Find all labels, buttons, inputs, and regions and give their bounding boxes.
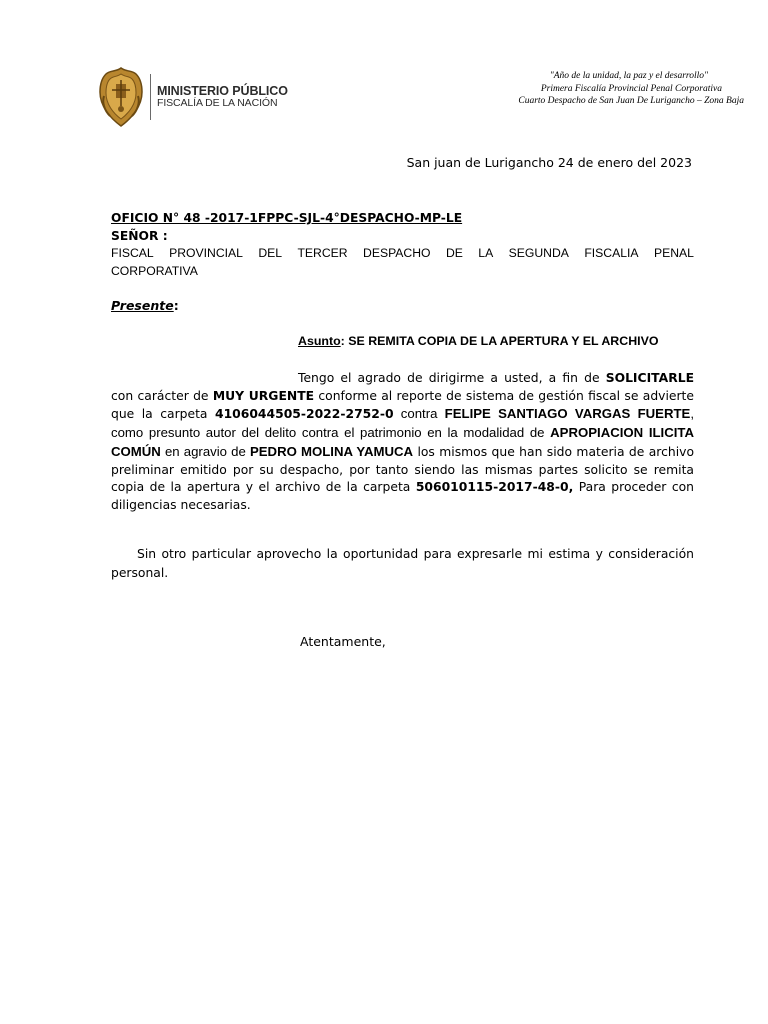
recipient-word: PROVINCIAL <box>169 246 243 260</box>
body-text-5: , como presunto autor del delito contra el patrimonio en la modalidad de <box>111 406 694 441</box>
presente-colon: : <box>173 298 179 313</box>
carpeta-number-2: 506010115-2017-48-0, <box>415 480 574 495</box>
office-line-2: Cuarto Despacho de San Juan De Lurigancho – Zona Baja <box>518 96 744 106</box>
imputado-name: FELIPE SANTIAGO VARGAS FUERTE <box>444 406 691 422</box>
body-text-7: los mismos que han sido materia de archivo preliminar emitido por su despacho, por tanto siendo las mismas partes solicito se remita copia de la apertura y el archivo de la carpeta <box>111 444 694 495</box>
closing-text: Sin otro particular aprovecho la oportunidad para expresarle mi estima y consideración personal. <box>111 547 694 580</box>
recipient <box>111 245 694 280</box>
recipient-word: FISCAL <box>111 246 154 260</box>
reference-block <box>111 210 694 280</box>
logo-title: MINISTERIO PÚBLICO <box>157 83 288 98</box>
ministerio-publico-seal-icon <box>96 66 146 128</box>
year-motto: "Año de la unidad, la paz y el desarrollo" <box>549 71 708 81</box>
subject-text: : SE REMITA COPIA DE LA APERTURA Y EL ARCHIVO <box>340 334 659 348</box>
office-line-1: Primera Fiscalía Provincial Penal Corporativa <box>540 83 722 94</box>
recipient-word: TERCER <box>297 246 348 260</box>
body-text-6: en agravio de <box>160 443 250 459</box>
subject-line <box>298 334 659 348</box>
presente-label: Presente <box>111 298 174 313</box>
body-text-4: contra <box>393 406 445 422</box>
agraviado-name: PEDRO MOLINA YAMUCA <box>249 443 414 459</box>
recipient-word: FISCALIA <box>584 246 639 260</box>
carpeta-number-1: 4106044505-2022-2752-0 <box>214 407 394 422</box>
recipient-word: SEGUNDA <box>508 246 569 260</box>
signoff: Atentamente, <box>300 634 386 649</box>
subject-label: Asunto <box>298 334 341 348</box>
body-text-1: Tengo el agrado de dirigirme a usted, a fin de <box>298 371 606 385</box>
logo-divider <box>150 74 151 120</box>
document-date: San juan de Lurigancho 24 de enero del 2023 <box>406 155 692 170</box>
institution-logo <box>96 64 296 130</box>
solicitarle-emphasis: SOLICITARLE <box>605 371 694 385</box>
delito-name: APROPIACION ILICITA COMÚN <box>111 425 694 459</box>
muy-urgente-emphasis: MUY URGENTE <box>212 388 315 403</box>
logo-text <box>157 85 288 109</box>
recipient-line-1 <box>111 245 694 263</box>
recipient-word: DE <box>445 246 463 260</box>
header-office-info <box>444 70 744 108</box>
oficio-number: OFICIO N° 48 -2017-1FPPC-SJL-4°DESPACHO-MP-LE <box>111 211 463 225</box>
body-text-8: Para proceder con diligencias necesarias. <box>111 480 694 512</box>
body-paragraph <box>111 370 694 515</box>
closing-paragraph <box>111 545 694 582</box>
salutation: SEÑOR : <box>111 228 168 243</box>
recipient-word: LA <box>478 246 494 260</box>
body-text-3: conforme al reporte de sistema de gestión fiscal se advierte que la carpeta <box>111 388 694 422</box>
presente <box>111 298 179 313</box>
body-text-2: con carácter de <box>111 388 213 403</box>
logo-subtitle: FISCALÍA DE LA NACIÓN <box>157 97 278 110</box>
recipient-line-2: CORPORATIVA <box>111 263 198 278</box>
recipient-word: PENAL <box>653 246 694 260</box>
recipient-word: DESPACHO <box>363 246 431 260</box>
recipient-word: DEL <box>258 246 283 260</box>
